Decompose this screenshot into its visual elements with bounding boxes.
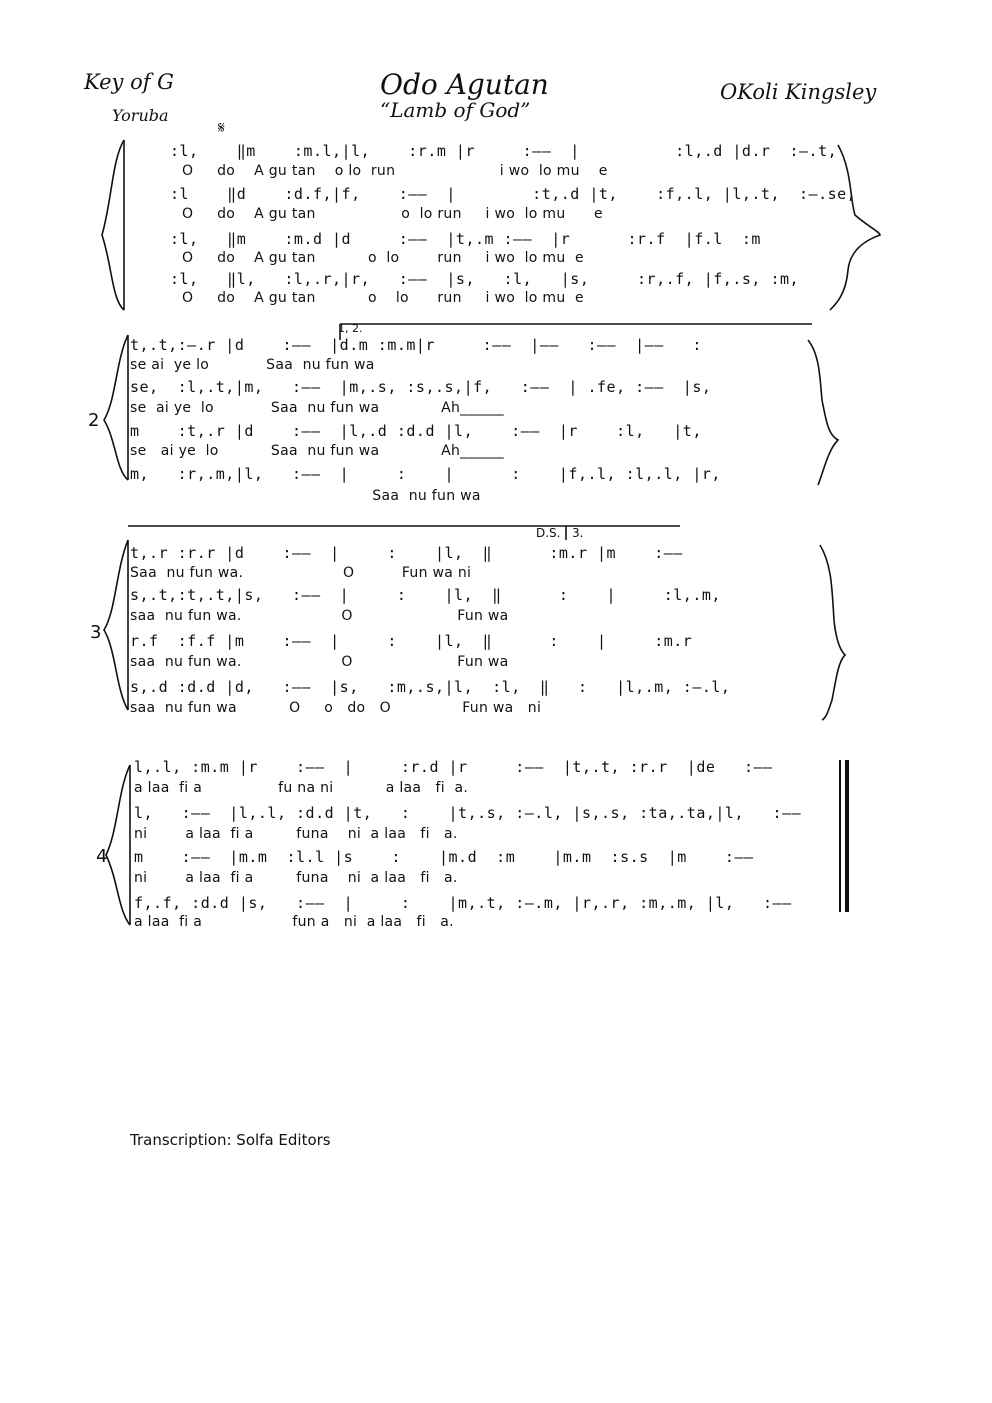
soprano-lyrics: O do A gu tan o lo run i wo lo mu e — [182, 163, 608, 179]
segno-sign: 𝄋 — [218, 118, 225, 137]
bass-lyrics: O do A gu tan o lo run i wo lo mu e — [182, 290, 584, 306]
bass-solfa: f,.f, :d.d |s, :—— | : |m,.t, :–.m, |r,.r, :m,.m, |l, :—— — [134, 894, 792, 912]
soprano-lyrics: Saa nu fun wa. O Fun wa ni — [130, 565, 472, 581]
alto-solfa: l, :—— |l,.l, :d.d |t, : |t,.s, :–.l, |s,.s, :ta,.ta,|l, :—— — [134, 804, 802, 822]
key-signature: Key of G — [84, 70, 174, 94]
system-number: 2 — [88, 410, 100, 431]
page-subtitle: “Lamb of God” — [380, 98, 531, 122]
alto-solfa: s,.t,:t,.t,|s, :—— | : |l, ‖ : | :l,.m, — [130, 586, 721, 604]
bass-solfa: :l, ‖l, :l,.r,|r, :—— |s, :l, |s, :r,.f, |f,.s, :m, — [170, 270, 800, 288]
volta-3-label: 3. — [572, 526, 584, 540]
language-label: Yoruba — [112, 106, 169, 125]
system-number: 4 — [96, 846, 108, 867]
soprano-solfa: :l, ‖m :m.l,|l, :r.m |r :—— | :l,.d |d.r :–.t, — [170, 142, 838, 160]
system-number: 3 — [90, 622, 102, 643]
tenor-lyrics: se ai ye lo Saa nu fun wa Ah______ — [130, 443, 504, 459]
bass-solfa: m, :r,.m,|l, :—— | : | : |f,.l, :l,.l, |r, — [130, 465, 721, 483]
bass-lyrics: a laa fi a fun a ni a laa fi a. — [134, 914, 454, 930]
transcription-credit: Transcription: Solfa Editors — [130, 1131, 331, 1149]
tenor-lyrics: saa nu fun wa. O Fun wa — [130, 654, 509, 670]
page-title: Odo Agutan — [380, 68, 549, 101]
bass-solfa: s,.d :d.d |d, :—— |s, :m,.s,|l, :l, ‖ : |l,.m, :–.l, — [130, 678, 731, 696]
ds-marking: D.S. — [536, 526, 561, 540]
soprano-solfa: t,.t,:–.r |d :—— |d.m :m.m|r :—— |—— :—— |—— : — [130, 336, 702, 354]
soprano-solfa: t,.r :r.r |d :—— | : |l, ‖ :m.r |m :—— — [130, 544, 683, 562]
alto-lyrics: se ai ye lo Saa nu fun wa Ah______ — [130, 400, 504, 416]
alto-solfa: se, :l,.t,|m, :—— |m,.s, :s,.s,|f, :—— | .fe, :—— |s, — [130, 378, 712, 396]
volta-1-2-label: 1, 2. — [338, 322, 363, 335]
tenor-solfa: m :t,.r |d :—— |l,.d :d.d |l, :—— |r :l, |t, — [130, 422, 702, 440]
soprano-lyrics: a laa fi a fu na ni a laa fi a. — [134, 780, 469, 796]
soprano-solfa: l,.l, :m.m |r :—— | :r.d |r :—— |t,.t, :r.r |de :—— — [134, 758, 773, 776]
tenor-solfa: :l, ‖m :m.d |d :—— |t,.m :—— |r :r.f |f.l :m — [170, 230, 761, 248]
alto-solfa: :l ‖d :d.f,|f, :—— | :t,.d |t, :f,.l, |l,.t, :–.se, — [170, 185, 857, 203]
alto-lyrics: saa nu fun wa. O Fun wa — [130, 608, 509, 624]
composer-name: OKoli Kingsley — [720, 80, 877, 104]
tenor-lyrics: ni a laa fi a funa ni a laa fi a. — [134, 870, 458, 886]
bass-lyrics: Saa nu fun wa — [130, 488, 481, 504]
soprano-lyrics: se ai ye lo Saa nu fun wa — [130, 357, 375, 373]
tenor-lyrics: O do A gu tan o lo run i wo lo mu e — [182, 250, 584, 266]
tenor-solfa: r.f :f.f |m :—— | : |l, ‖ : | :m.r — [130, 632, 693, 650]
alto-lyrics: ni a laa fi a funa ni a laa fi a. — [134, 826, 458, 842]
tenor-solfa: m :—— |m.m :l.l |s : |m.d :m |m.m :s.s |m :—— — [134, 848, 754, 866]
alto-lyrics: O do A gu tan o lo run i wo lo mu e — [182, 206, 603, 222]
bass-lyrics: saa nu fun wa O o do O Fun wa ni — [130, 700, 542, 716]
